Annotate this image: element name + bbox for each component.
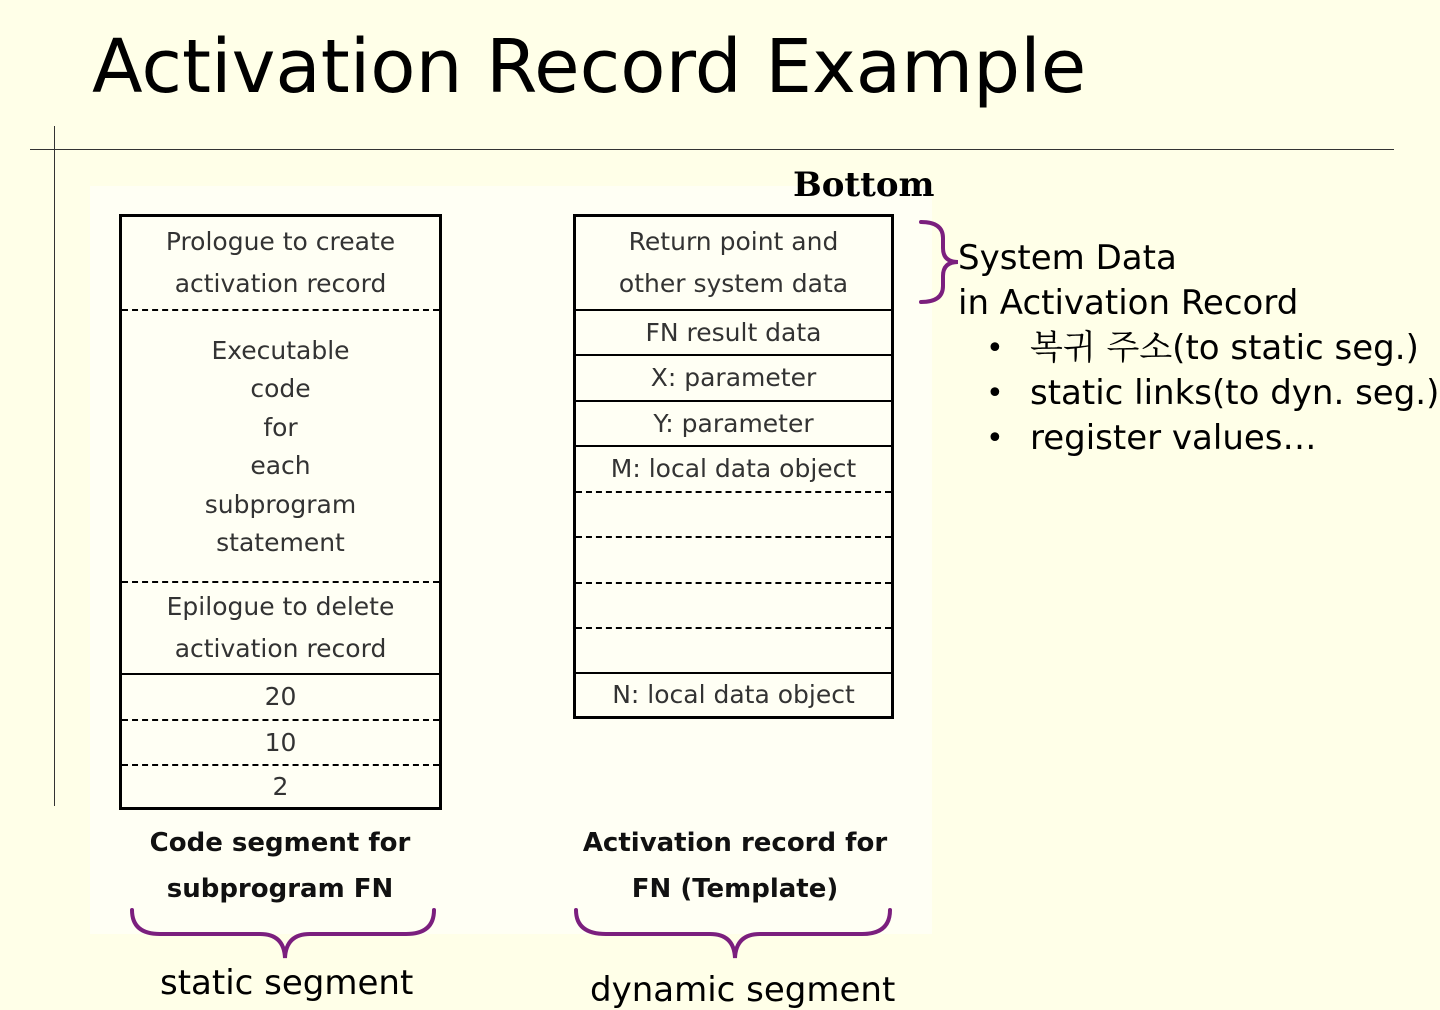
system-data-line: System Data bbox=[958, 238, 1177, 278]
bullet-dot-icon: • bbox=[986, 376, 1004, 411]
cell-line: other system data bbox=[618, 269, 849, 298]
cell-line: code bbox=[250, 374, 311, 403]
cell-line: M: local data object bbox=[610, 453, 857, 483]
caption-line: Code segment for bbox=[149, 828, 411, 858]
cell-line: Epilogue to delete bbox=[166, 591, 395, 621]
cell-line: X: parameter bbox=[650, 362, 817, 392]
dynamic-segment-brace bbox=[576, 910, 890, 958]
cell-line: subprogram bbox=[204, 489, 357, 519]
system-data-line: in Activation Record bbox=[958, 283, 1299, 323]
bullet-text: static links(to dyn. seg.) bbox=[1030, 373, 1440, 413]
static-segment-brace bbox=[132, 910, 434, 958]
cell-line: 20 bbox=[264, 681, 297, 711]
bullet-text: register values… bbox=[1030, 418, 1317, 458]
bullet-item bbox=[986, 371, 1439, 416]
static-segment-label: static segment bbox=[160, 963, 414, 1003]
cell-line: activation record bbox=[174, 269, 387, 298]
cell-line: Y: parameter bbox=[653, 408, 814, 438]
bullet-dot-icon: • bbox=[986, 331, 1004, 366]
cell-line: activation record bbox=[174, 634, 387, 663]
dynamic-segment-label: dynamic segment bbox=[590, 970, 896, 1010]
cell-line: FN result data bbox=[645, 317, 822, 347]
cell-line: Executable bbox=[211, 335, 350, 365]
cell-line: statement bbox=[216, 528, 345, 557]
slide-title: Activation Record Example bbox=[92, 24, 1087, 110]
system-data-text bbox=[958, 236, 1298, 326]
bullet-text: 복귀 주소(to static seg.) bbox=[1030, 328, 1419, 368]
cell-line: Return point and bbox=[628, 226, 839, 256]
bottom-label: Bottom bbox=[793, 165, 935, 205]
bullet-item bbox=[986, 326, 1439, 371]
caption-line: FN (Template) bbox=[631, 874, 839, 904]
system-data-bullets bbox=[986, 326, 1439, 461]
cell-line: 2 bbox=[272, 771, 289, 801]
cell-line: for bbox=[263, 412, 298, 442]
cell-line: N: local data object bbox=[612, 679, 855, 709]
system-data-brace bbox=[921, 222, 958, 302]
cell-line: Prologue to create bbox=[165, 226, 396, 256]
cell-line: each bbox=[250, 451, 311, 480]
bullet-dot-icon: • bbox=[986, 421, 1004, 456]
caption-line: Activation record for bbox=[582, 828, 888, 858]
cell-line: 10 bbox=[264, 727, 297, 757]
caption-line: subprogram FN bbox=[166, 874, 394, 904]
bullet-item bbox=[986, 416, 1439, 461]
